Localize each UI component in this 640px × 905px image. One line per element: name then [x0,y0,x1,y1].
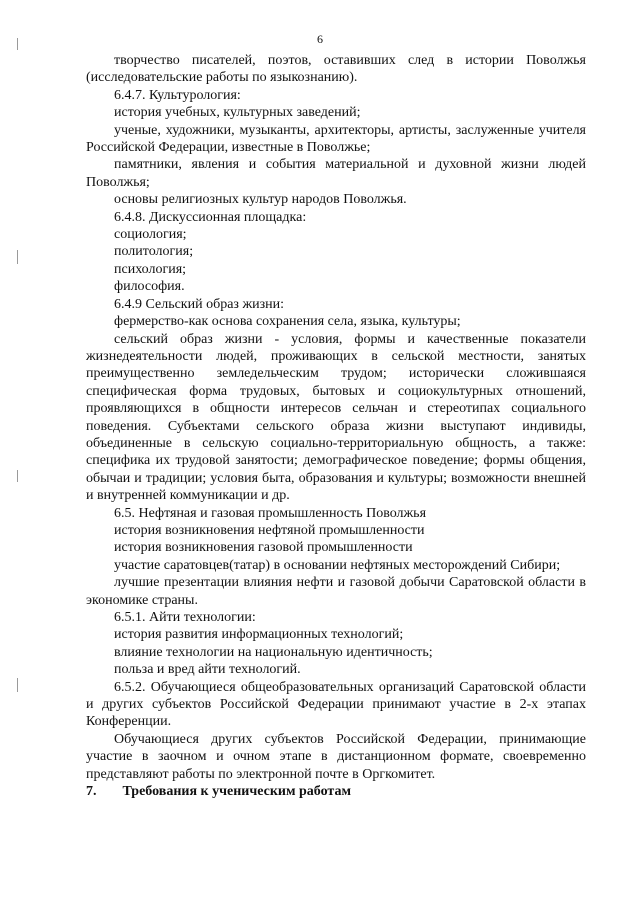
paragraph: влияние технологии на национальную идентичность; [114,644,433,660]
section-number: 7. [86,784,97,800]
section-title: Требования к ученическим работам [122,784,352,800]
paragraph: ученые, художники, музыканты, архитекторы, артисты, заслуженные учителя Российской Федерации, известные в Поволжье; [86,122,586,156]
paragraph: политология; [114,244,194,260]
paragraph: 6.4.7. Культурология: [114,87,241,103]
paragraph: философия. [114,279,185,295]
paragraph: 6.4.9 Сельский образ жизни: [114,296,285,312]
paragraph: 6.5.2. Обучающиеся общеобразовательных организаций Саратовской области и других субъектов Российской Федерации принимают участие в 2-х этапах Конференции. [86,679,586,730]
paragraph: история возникновения газовой промышленности [114,540,413,556]
paragraph: социология; [114,227,187,243]
paragraph: памятники, явления и события материальной и духовной жизни людей Поволжья; [86,157,586,190]
page-number: 6 [317,32,323,46]
paragraph: лучшие презентации влияния нефти и газовой добычи Саратовской области в экономике страны. [86,575,586,608]
paragraph: история возникновения нефтяной промышленности [114,522,425,538]
paragraph: история развития информационных технологий; [114,627,404,643]
document-body [86,52,586,800]
paragraph: психология; [114,261,187,277]
scan-margin-mark [17,678,18,692]
scan-margin-mark [17,470,18,482]
paragraph: 6.4.8. Дискуссионная площадка: [114,209,307,225]
paragraph: история учебных, культурных заведений; [114,105,361,121]
paragraph: фермерство-как основа сохранения села, языка, культуры; [114,314,461,330]
paragraph: Обучающиеся других субъектов Российской Федерации, принимающие участие в заочном и очном этапе в дистанционном формате, своевременно представляют работы по электронной почте в Оргкомитет. [86,731,586,782]
paragraph: творчество писателей, поэтов, оставивших след в истории Поволжья (исследовательские работы по языкознанию). [86,53,586,86]
paragraph: участие саратовцев(татар) в основании нефтяных месторождений Сибири; [114,557,561,573]
paragraph: сельский образ жизни - условия, формы и качественные показатели жизнедеятельности людей, проживающих в сельской местности, занятых преимущественно земледельческим трудом; исторически сложившаяся специфическая форма трудовых, бытовых и социокультурных отношений, проявляющихся в общности интересов сельчан и стереотипах социального поведения. Субъектами сельского образа жизни выступают индивиды, объединенные в сельскую социально-территориальную общность, а также: специфика их трудовой занятости; демографическое поведение; формы общения, обычаи и традиции; условия быта, образования и культуры; возможности внешней и внутренней коммуникации и др. [86,331,586,504]
paragraph: 6.5. Нефтяная и газовая промышленность Поволжья [114,505,427,521]
paragraph: польза и вред айти технологий. [114,662,301,678]
paragraph: 6.5.1. Айти технологии: [114,610,256,625]
paragraph: основы религиозных культур народов Поволжья. [114,192,407,208]
scan-margin-mark [17,250,18,264]
section-heading [86,783,586,800]
scan-margin-mark [17,38,18,50]
